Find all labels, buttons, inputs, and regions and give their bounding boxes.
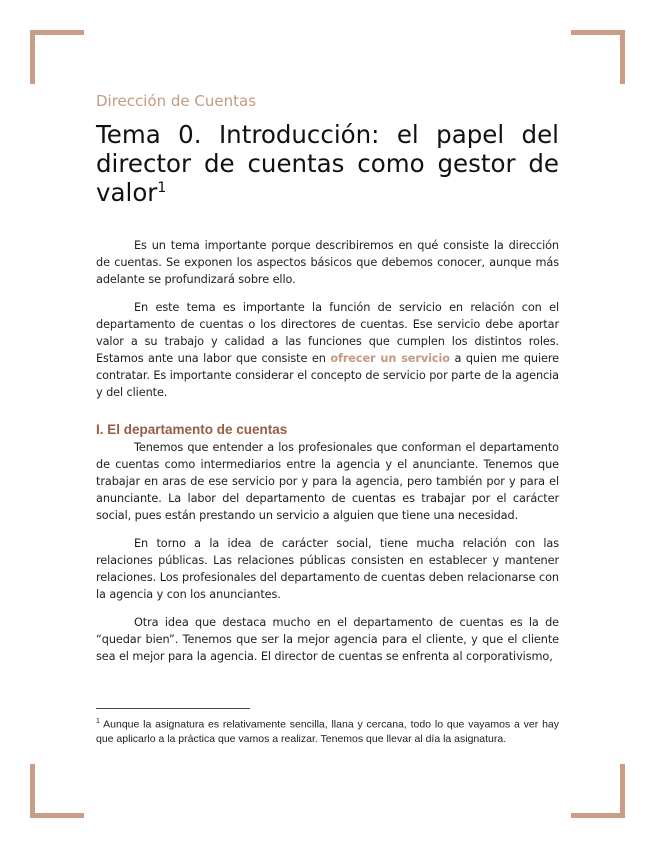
corner-bracket-bottom-left: [30, 764, 84, 818]
intro-paragraph-1: Es un tema importante porque describiremos en qué consiste la dirección de cuentas. Se exponen los aspectos básicos que debemos conocer, aunque más adelante se profundizará sobre ello.: [96, 239, 559, 286]
footnote-number: 1: [96, 718, 100, 725]
intro-p2-text-after: a quien me quiere contratar. Es importante considerar el concepto de servicio por parte de la agencia y del cliente.: [96, 352, 559, 399]
title-footnote-ref[interactable]: 1: [157, 179, 167, 196]
page-content: [96, 92, 559, 676]
section-heading-departamento: I. El departamento de cuentas: [96, 422, 288, 437]
corner-bracket-top-left: [30, 30, 84, 84]
section1-paragraph-2: En torno a la idea de carácter social, tiene mucha relación con las relaciones públicas. Las relaciones públicas consisten en establecer y mantener relaciones. Los profesionales del departamento de cuentas deben relacionarse con la agencia y con los anunciantes.: [96, 537, 559, 601]
intro-paragraph-2: [96, 299, 559, 401]
subject-label: Dirección de Cuentas: [96, 92, 257, 110]
corner-bracket-top-right: [571, 30, 625, 84]
highlight-offer-service: ofrecer un servicio: [330, 352, 450, 365]
corner-bracket-bottom-right: [571, 764, 625, 818]
section1-paragraph-1: Tenemos que entender a los profesionales que conforman el departamento de cuentas como intermediarios entre la agencia y el anunciante. Tenemos que trabajar en aras de ese servicio por y para la agencia, pero también por y para el anunciante. La labor del departamento de cuentas es trabajar por el carácter social, pues están prestando un servicio a alguien que tiene una necesidad.: [96, 441, 559, 522]
footnote-text: Aunque la asignatura es relativamente sencilla, llana y cercana, todo lo que vayamos a ver hay que aplicarlo a la práctica que vamos a realizar. Tenemos que llevar al día la asignatura.: [96, 718, 559, 745]
page-title: [96, 120, 559, 207]
footnote: [96, 715, 559, 746]
intro-p2-text-before: En este tema es importante la función de servicio en relación con el departamento de cuentas o los directores de cuentas. Ese servicio debe aportar valor a su trabajo y calidad a las funciones que cumplen los distintos roles. Estamos ante una labor que consiste en: [96, 301, 559, 365]
footnote-divider: [96, 708, 250, 709]
page-title-text: Tema 0. Introducción: el papel del director de cuentas como gestor de valor: [96, 120, 559, 207]
section1-paragraph-3: Otra idea que destaca mucho en el departamento de cuentas es la de “quedar bien”. Tenemos que ser la mejor agencia para el cliente, y que el cliente sea el mejor para la agencia. El director de cuentas se enfrenta al corporativismo,: [96, 616, 559, 663]
